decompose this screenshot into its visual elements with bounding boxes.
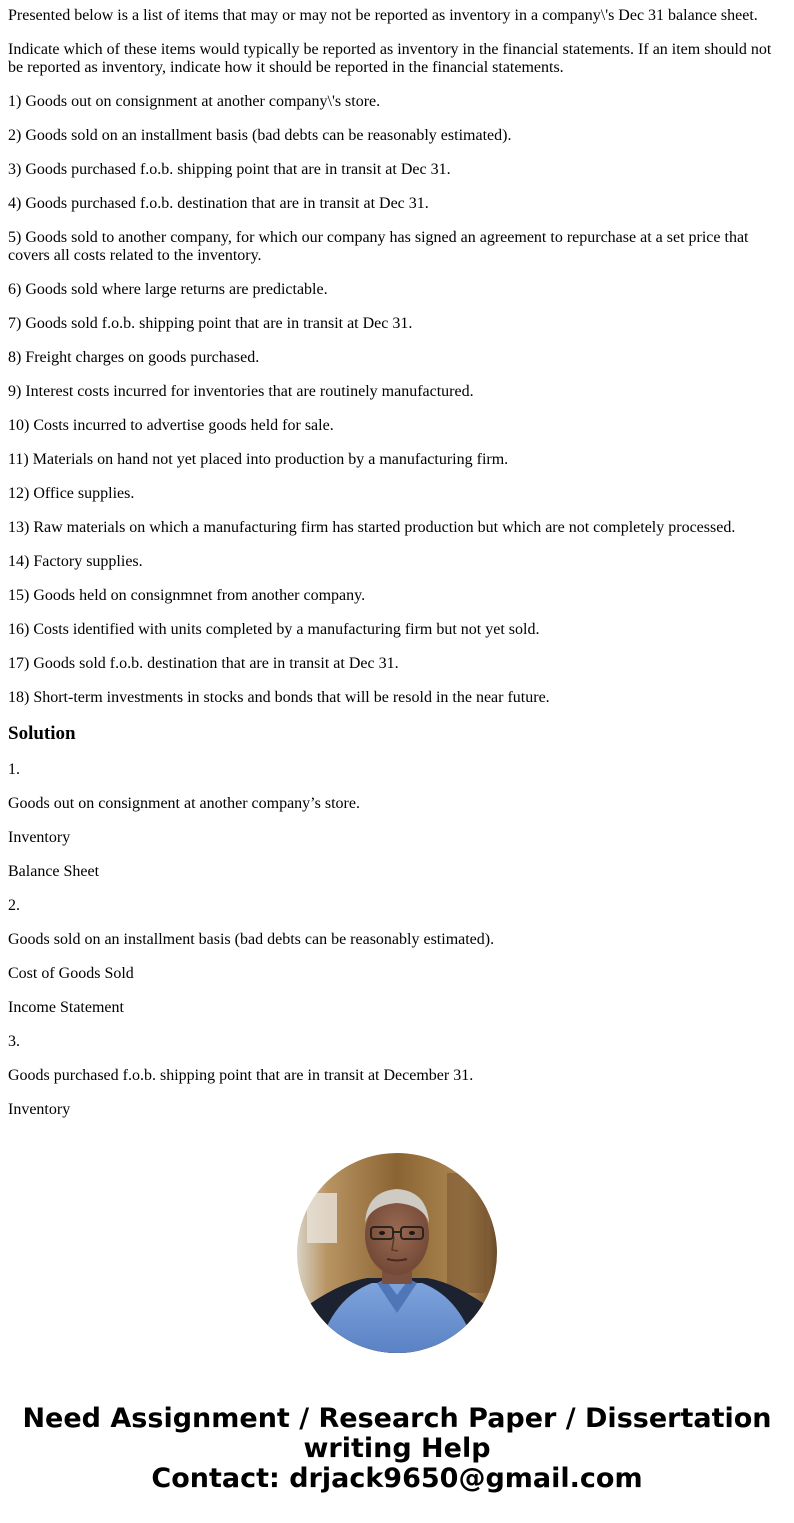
question-item-17: 17) Goods sold f.o.b. destination that are in transit at Dec 31.: [8, 655, 399, 672]
question-item-18: 18) Short-term investments in stocks and bonds that will be resold in the near future.: [8, 689, 550, 706]
solution-line: Inventory: [8, 829, 71, 846]
solution-line: Income Statement: [8, 999, 124, 1016]
question-item-10: 10) Costs incurred to advertise goods held for sale.: [8, 417, 334, 434]
question-instruction: Indicate which of these items would typically be reported as inventory in the financial statements. If an item should not be reported as inventory, indicate how it should be reported in the financial statements.: [8, 41, 772, 76]
question-item-9: 9) Interest costs incurred for inventories that are routinely manufactured.: [8, 383, 474, 400]
question-item-11: 11) Materials on hand not yet placed into production by a manufacturing firm.: [8, 451, 509, 468]
promo-contact: Contact: drjack9650@gmail.com: [151, 1463, 643, 1494]
document-content: [8, 7, 780, 1123]
question-item-7: 7) Goods sold f.o.b. shipping point that are in transit at Dec 31.: [8, 315, 413, 332]
question-item-6: 6) Goods sold where large returns are predictable.: [8, 281, 328, 298]
question-item-15: 15) Goods held on consignmnet from another company.: [8, 587, 366, 604]
solution-line: Goods sold on an installment basis (bad debts can be reasonably estimated).: [8, 931, 495, 948]
question-item-12: 12) Office supplies.: [8, 485, 135, 502]
solution-line: Balance Sheet: [8, 863, 100, 880]
question-item-14: 14) Factory supplies.: [8, 553, 143, 570]
promo-banner: [0, 1404, 794, 1494]
question-intro: Presented below is a list of items that may or may not be reported as inventory in a company\'s Dec 31 balance sheet.: [8, 7, 758, 24]
question-item-4: 4) Goods purchased f.o.b. destination that are in transit at Dec 31.: [8, 195, 429, 212]
question-item-1: 1) Goods out on consignment at another company\'s store.: [8, 93, 381, 110]
question-item-3: 3) Goods purchased f.o.b. shipping point that are in transit at Dec 31.: [8, 161, 451, 178]
solution-line: 2.: [8, 897, 20, 914]
solution-heading: Solution: [8, 723, 76, 744]
question-item-8: 8) Freight charges on goods purchased.: [8, 349, 260, 366]
question-item-16: 16) Costs identified with units completed by a manufacturing firm but not yet sold.: [8, 621, 540, 638]
avatar-portrait-image: [297, 1153, 497, 1353]
promo-headline: Need Assignment / Research Paper / Dissertation writing Help: [22, 1403, 772, 1464]
question-item-5: 5) Goods sold to another company, for which our company has signed an agreement to repurchase at a set price that covers all costs related to the inventory.: [8, 229, 749, 264]
solution-line: 3.: [8, 1033, 20, 1050]
solution-line: 1.: [8, 761, 20, 778]
question-item-13: 13) Raw materials on which a manufacturing firm has started production but which are not completely processed.: [8, 519, 736, 536]
solution-line: Goods out on consignment at another company’s store.: [8, 795, 360, 812]
question-item-2: 2) Goods sold on an installment basis (bad debts can be reasonably estimated).: [8, 127, 512, 144]
solution-line: Inventory: [8, 1101, 71, 1118]
solution-line: Cost of Goods Sold: [8, 965, 134, 982]
avatar: [297, 1153, 497, 1353]
solution-line: Goods purchased f.o.b. shipping point that are in transit at December 31.: [8, 1067, 474, 1084]
